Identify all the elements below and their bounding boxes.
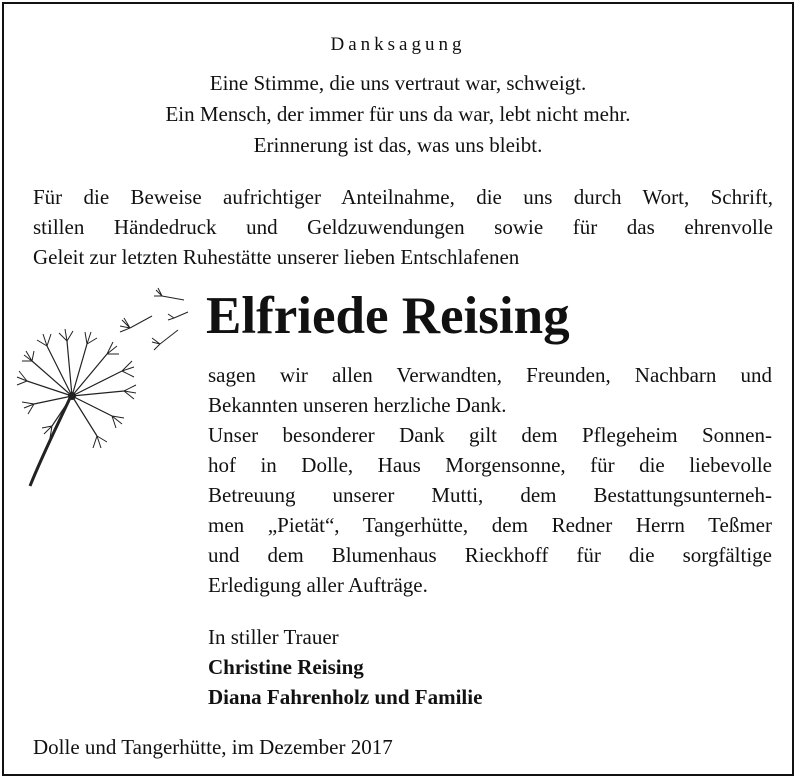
poem-line: Erinnerung ist das, was uns bleibt. (253, 133, 543, 157)
poem-line: Eine Stimme, die uns vertraut war, schweigt. (209, 71, 587, 95)
mourning-line: In stiller Trauer (208, 625, 339, 649)
notice-heading: Danksagung (330, 34, 466, 55)
signature-block (208, 622, 482, 712)
body-line: Unser besonderer Dank gilt dem Pflegeheim Sonnen- (208, 423, 772, 447)
body-line: und dem Blumenhaus Rieckhoff für die sorgfältige (208, 543, 772, 567)
body-line: Betreuung unserer Mutti, dem Bestattungsunterneh- (208, 483, 772, 507)
thanks-paragraph (208, 360, 772, 600)
body-line: Erledigung aller Aufträge. (208, 573, 428, 597)
dandelion-illustration (12, 286, 204, 496)
intro-line: Geleit zur letzten Ruhestätte unserer lieben Entschlafenen (33, 245, 520, 269)
intro-line: stillen Händedruck und Geldzuwendungen sowie für das ehrenvolle (33, 215, 773, 239)
signatory: Christine Reising (208, 655, 364, 679)
intro-paragraph (33, 182, 773, 272)
obituary-notice (2, 2, 794, 776)
intro-line: Für die Beweise aufrichtiger Anteilnahme, die uns durch Wort, Schrift, (33, 185, 773, 209)
body-line: Bekannten unseren herzliche Dank. (208, 393, 507, 417)
body-line: hof in Dolle, Haus Morgensonne, für die liebevolle (208, 453, 772, 477)
body-line: sagen wir allen Verwandten, Freunden, Nachbarn und (208, 363, 772, 387)
poem (4, 68, 792, 161)
signatory: Diana Fahrenholz und Familie (208, 685, 483, 709)
place-date: Dolle und Tangerhütte, im Dezember 2017 (33, 735, 393, 759)
body-line: men „Pietät“, Tangerhütte, dem Redner Herrn Teßmer (208, 513, 772, 537)
deceased-name: Elfriede Reising (206, 287, 570, 345)
poem-line: Ein Mensch, der immer für uns da war, lebt nicht mehr. (165, 102, 631, 126)
